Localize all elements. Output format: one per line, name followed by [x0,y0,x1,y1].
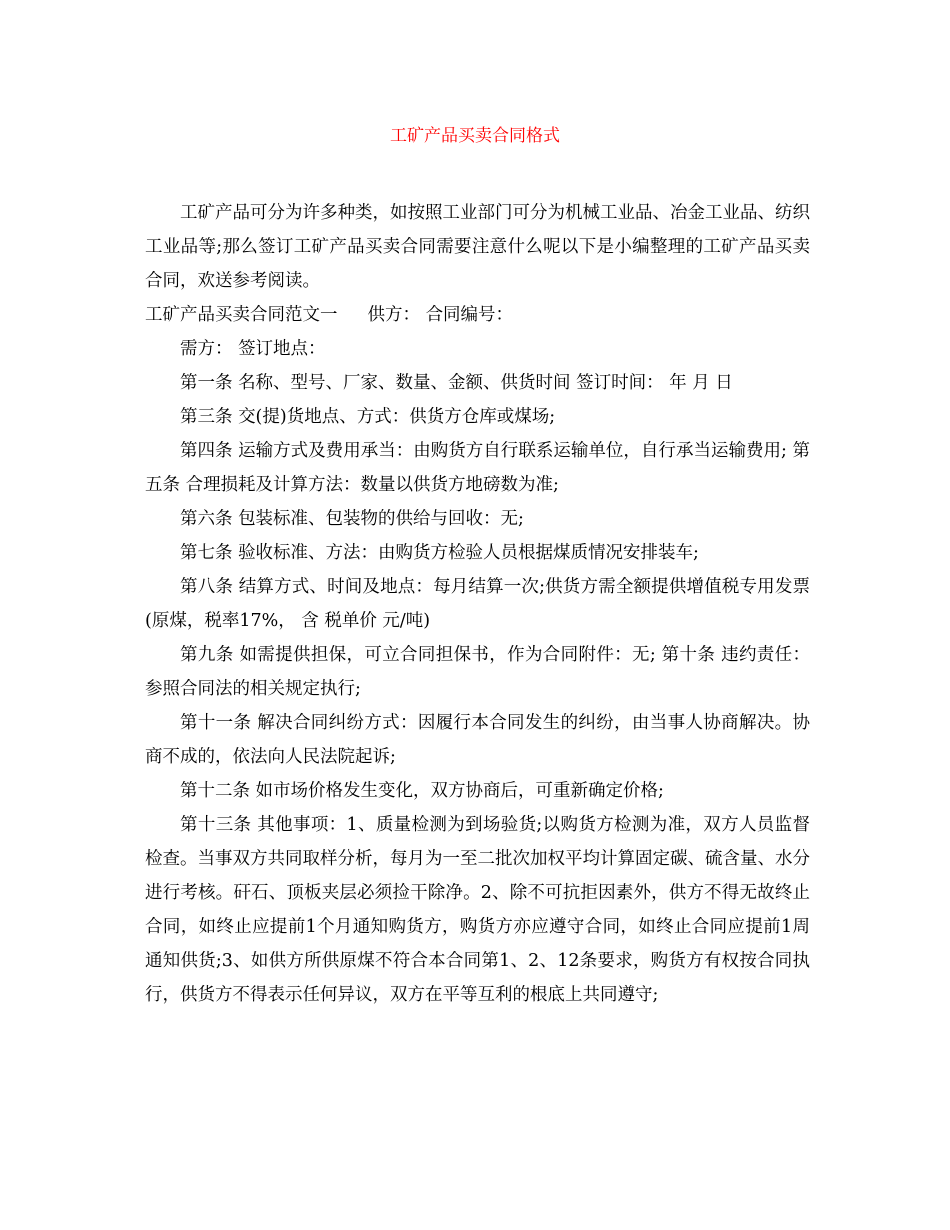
intro-paragraph: 工矿产品可分为许多种类，如按照工业部门可分为机械工业品、冶金工业品、纺织工业品等;那么签订工矿产品买卖合同需要注意什么呢以下是小编整理的工矿产品买卖合同，欢送参考阅读。 [145,203,810,291]
document-body [145,196,810,1012]
sample-header-line [145,298,810,332]
document-title: 工矿产品买卖合同格式 [390,126,560,146]
clause-9-10: 第九条 如需提供担保，可立合同担保书，作为合同附件：无; 第十条 违约责任：参照合同法的相关规定执行; [145,645,810,699]
clause-7: 第七条 验收标准、方法：由购货方检验人员根据煤质情况安排装车; [180,543,699,563]
clause-demander: 需方： 签订地点： [180,339,326,359]
sample-label: 工矿产品买卖合同范文一 [145,305,338,325]
clause-6: 第六条 包装标准、包装物的供给与回收：无; [180,509,524,529]
supplier-line: 供方： 合同编号： [367,305,514,325]
clause-8: 第八条 结算方式、时间及地点：每月结算一次;供货方需全额提供增值税专用发票(原煤，税率17%， 含 税单价 元/吨) [145,577,810,631]
clause-13: 第十三条 其他事项：1、质量检测为到场验货;以购货方检测为准，双方人员监督检查。当事双方共同取样分析，每月为一至二批次加权平均计算固定碳、硫含量、水分进行考核。矸石、顶板夹层必须捡干除净。2、除不可抗拒因素外，供方不得无故终止合同，如终止应提前1个月通知购货方，购货方亦应遵守合同，如终止合同应提前1周通知供货;3、如供方所供原煤不符合本合同第1、2、12条要求，购货方有权按合同执行，供货方不得表示任何异议，双方在平等互利的根底上共同遵守; [145,815,810,1005]
clause-12: 第十二条 如市场价格发生变化，双方协商后，可重新确定价格; [180,781,664,801]
clause-1: 第一条 名称、型号、厂家、数量、金额、供货时间 签订时间： 年 月 日 [180,373,733,393]
clause-11: 第十一条 解决合同纠纷方式：因履行本合同发生的纠纷，由当事人协商解决。协商不成的，依法向人民法院起诉; [145,713,810,767]
clause-4-5: 第四条 运输方式及费用承当：由购货方自行联系运输单位，自行承当运输费用; 第五条 合理损耗及计算方法：数量以供货方地磅数为准; [145,441,810,495]
clause-3: 第三条 交(提)货地点、方式：供货方仓库或煤场; [180,407,556,427]
